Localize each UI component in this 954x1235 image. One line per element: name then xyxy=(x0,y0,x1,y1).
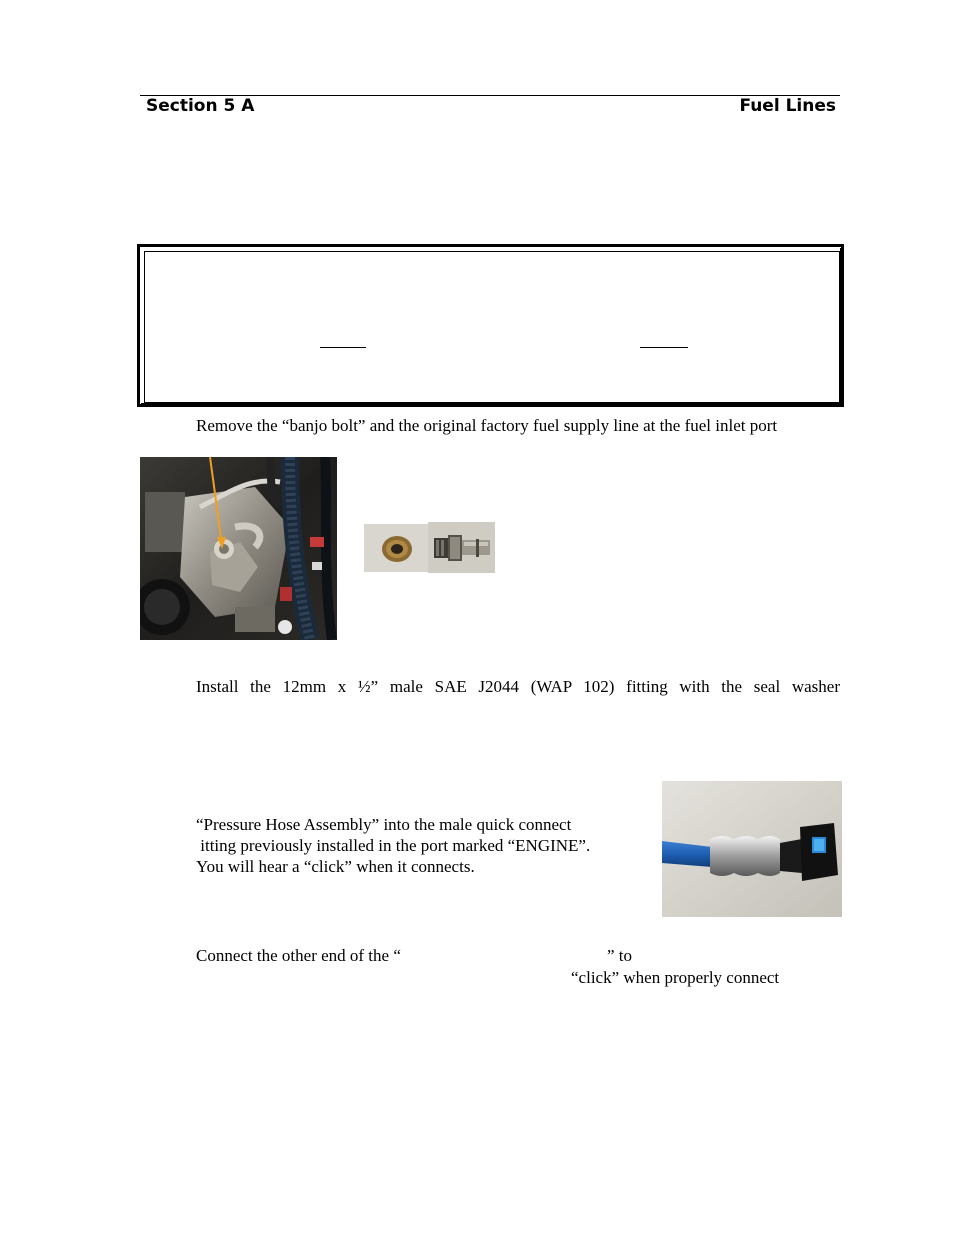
step-install-fitting: Install the 12mm x ½” male SAE J2044 (WAP 102) fitting with the seal washer xyxy=(196,677,840,696)
fitting-photo xyxy=(428,522,495,573)
engine-photo xyxy=(140,457,337,640)
step-pressure-hose-line2: itting previously installed in the port marked “ENGINE”. xyxy=(196,836,591,855)
warning-box xyxy=(137,244,844,407)
step-remove-banjo: Remove the “banjo bolt” and the original factory fuel supply line at the fuel inlet port xyxy=(196,416,778,435)
underline-mark xyxy=(640,347,688,348)
warning-box-shadow xyxy=(840,248,843,406)
step-connect-other-suffix: ” to xyxy=(607,946,633,965)
section-title: Fuel Lines xyxy=(739,96,836,116)
step-click-connect: “click” when properly connect xyxy=(571,968,780,987)
seal-washer-image xyxy=(364,524,428,572)
seal-washer-photo xyxy=(364,524,428,572)
underline-mark xyxy=(320,347,366,348)
fitting-image xyxy=(428,522,495,573)
warning-box-shadow xyxy=(141,403,843,406)
step-pressure-hose-line1: “Pressure Hose Assembly” into the male quick connect xyxy=(196,815,572,834)
engine-photo-image xyxy=(140,457,337,640)
step-pressure-hose-line3: You will hear a “click” when it connects. xyxy=(196,857,475,876)
hose-connector-image xyxy=(662,781,842,917)
step-connect-other-prefix: Connect the other end of the “ xyxy=(196,946,401,965)
section-label: Section 5 A xyxy=(146,96,255,116)
hose-connector-photo xyxy=(662,781,842,917)
warning-box-inner-border xyxy=(144,251,840,403)
